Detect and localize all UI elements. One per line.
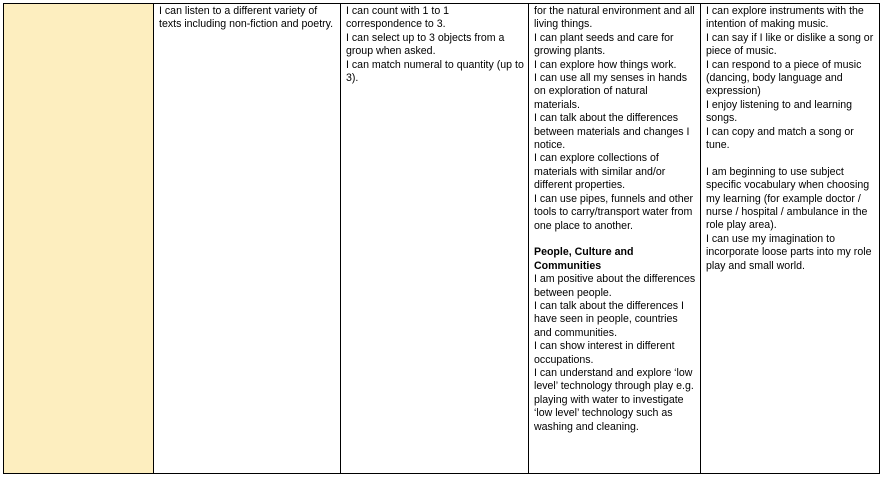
cell-literacy xyxy=(154,4,341,474)
cell-expressive-arts xyxy=(701,4,880,474)
statement-text: I can explore instruments with the intention of making music. xyxy=(706,5,864,31)
statement-text: I can respond to a piece of music (dancing, body language and expression) xyxy=(706,58,862,98)
statement-text: I can explore collections of materials with similar and/or different properties. xyxy=(534,152,666,192)
statement-text: I can listen to a different variety of texts including non-fiction and poetry. xyxy=(159,5,334,31)
paragraph-gap xyxy=(706,152,875,165)
statement-text: I can explore how things work. xyxy=(534,58,677,71)
statement-text: I can talk about the differences I have seen in people, countries and communities. xyxy=(534,299,684,339)
statement-text: I can use pipes, funnels and other tools to carry/transport water from one place to another. xyxy=(534,192,694,232)
statement-text: I can use my imagination to incorporate loose parts into my role play and small world. xyxy=(706,232,872,272)
statement-text: I enjoy listening to and learning songs. xyxy=(706,98,853,125)
curriculum-table xyxy=(3,3,880,474)
statement-text: I can understand and explore ‘low level’ technology through play e.g. playing with water to investigate ‘low level’ technology such as washing and cleaning. xyxy=(534,366,694,433)
paragraph-gap xyxy=(534,233,696,246)
statement-text: I can select up to 3 objects from a group when asked. xyxy=(346,31,505,58)
statement-text: I can copy and match a song or tune. xyxy=(706,125,854,152)
statement-text: I can count with 1 to 1 correspondence to 3. xyxy=(346,5,450,31)
statement-text: I can say if I like or dislike a song or piece of music. xyxy=(706,31,874,58)
statement-text: I can plant seeds and care for growing plants. xyxy=(534,31,674,58)
statement-text: I can match numeral to quantity (up to 3). xyxy=(346,58,524,85)
cell-understanding-world xyxy=(529,4,701,474)
section-heading: People, Culture and Communities xyxy=(534,246,634,272)
statement-text: I can use all my senses in hands on exploration of natural materials. xyxy=(534,72,688,111)
table-row xyxy=(4,4,880,474)
statement-text: I am beginning to use subject specific vocabulary when choosing my learning (for example doctor / nurse / hospital / ambulance in the role play area). xyxy=(706,165,870,232)
statement-text: I am positive about the differences between people. xyxy=(534,273,696,299)
statement-text: I can show interest in different occupations. xyxy=(534,340,675,366)
cell-shaded xyxy=(4,4,154,474)
statement-text: I can talk about the differences between materials and changes I notice. xyxy=(534,112,690,152)
statement-text: for the natural environment and all living things. xyxy=(534,5,695,31)
cell-maths xyxy=(341,4,529,474)
